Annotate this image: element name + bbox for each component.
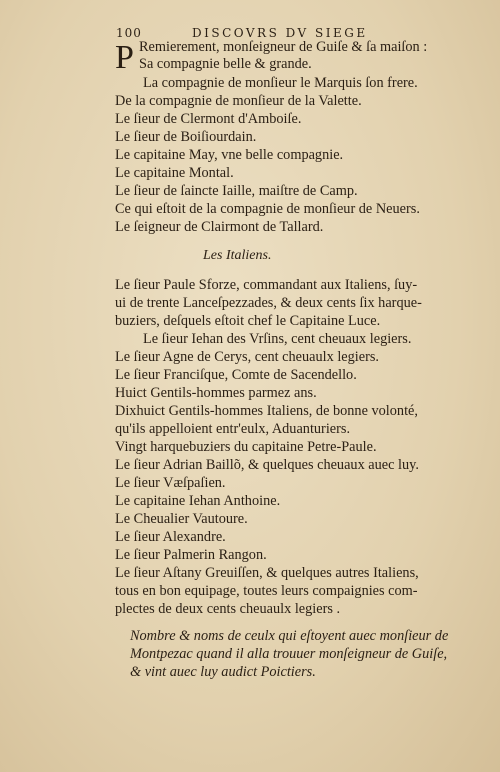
list-item: Vingt harquebuziers du capitaine Petre-Paule.: [115, 439, 377, 455]
list-item: La compagnie de monſieur le Marquis ſon frere.: [143, 75, 418, 91]
list-item: Le ſieur Agne de Cerys, cent cheuaulx legiers.: [115, 349, 379, 365]
list-item: Le ſieur Iehan des Vrſins, cent cheuaux legiers.: [143, 331, 412, 347]
list-item: Remierement, monſeigneur de Guiſe & ſa maiſon :: [139, 39, 428, 55]
list-item: tous en bon equipage, toutes leurs compaignies com-: [115, 583, 418, 599]
closing-line: Nombre & noms de ceulx qui eſtoyent auec monſieur de: [130, 628, 449, 644]
list-item: Dixhuict Gentils-hommes Italiens, de bonne volonté,: [115, 403, 418, 419]
list-item: Le ſieur Adrian Baillõ, & quelques cheuaux auec luy.: [115, 457, 419, 473]
list-item: Le ſieur Paule Sforze, commandant aux Italiens, ſuy-: [115, 277, 418, 293]
list-item: qu'ils appelloient entr'eulx, Aduanturiers.: [115, 421, 351, 437]
page-number: 100: [116, 26, 142, 40]
list-item: Le ſieur Palmerin Rangon.: [115, 547, 267, 563]
list-item: Le capitaine May, vne belle compagnie.: [115, 147, 344, 163]
drop-cap: P: [115, 39, 134, 76]
list-item: Le capitaine Montal.: [115, 165, 234, 181]
list-item: Le ſieur de ſaincte Iaille, maiſtre de Camp.: [115, 183, 358, 199]
list-item: Le ſieur de Boiſiourdain.: [115, 129, 257, 145]
running-head: DISCOVRS DV SIEGE: [192, 26, 368, 40]
list-item: plectes de deux cents cheuaulx legiers .: [115, 601, 341, 617]
list-item: Le ſeigneur de Clairmont de Tallard.: [115, 219, 324, 235]
list-item: Le ſieur Væſpaſien.: [115, 475, 226, 491]
closing-line: Montpezac quand il alla trouuer monſeigneur de Guiſe,: [130, 646, 448, 662]
list-item: ui de trente Lanceſpezzades, & deux cents ſix harque-: [115, 295, 422, 311]
list-item: Le ſieur Alexandre.: [115, 529, 226, 545]
list-item: Le ſieur Franciſque, Comte de Sacendello.: [115, 367, 357, 383]
list-item: Le Cheualier Vautoure.: [115, 511, 248, 527]
list-item: buziers, deſquels eſtoit chef le Capitaine Luce.: [115, 313, 381, 329]
list-item: Le ſieur Aſtany Greuiſſen, & quelques autres Italiens,: [115, 565, 419, 581]
list-item: Ce qui eſtoit de la compagnie de monſieur de Neuers.: [115, 201, 420, 217]
list-item: De la compagnie de monſieur de la Valette.: [115, 93, 362, 109]
list-item: Sa compagnie belle & grande.: [139, 56, 312, 72]
section-heading: Les Italiens.: [203, 248, 272, 263]
list-item: Le ſieur de Clermont d'Amboiſe.: [115, 111, 302, 127]
closing-line: & vint auec luy audict Poictiers.: [130, 664, 316, 680]
list-item: Le capitaine Iehan Anthoine.: [115, 493, 281, 509]
list-item: Huict Gentils-hommes parmez ans.: [115, 385, 317, 401]
